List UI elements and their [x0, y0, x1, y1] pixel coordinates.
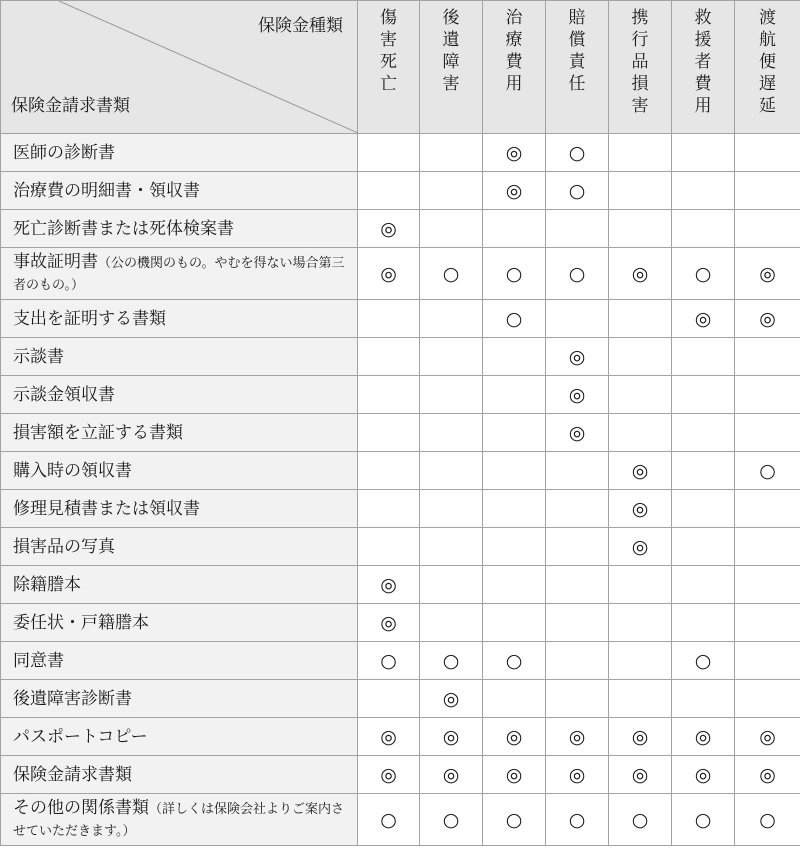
empty-cell [546, 490, 609, 528]
column-header-char: 損 [631, 74, 649, 94]
required-mark: ◎ [546, 756, 609, 794]
empty-cell [735, 642, 800, 680]
empty-cell [672, 134, 735, 172]
required-mark: ◎ [546, 718, 609, 756]
conditional-mark: ○ [672, 642, 735, 680]
document-label-cell [1, 642, 358, 680]
column-header-char: 費 [505, 52, 523, 72]
empty-cell [672, 210, 735, 248]
column-header-char: 者 [694, 52, 712, 72]
column-header-char: 後 [442, 8, 460, 28]
empty-cell [609, 566, 672, 604]
column-header-char: 便 [759, 52, 776, 72]
required-mark: ◎ [609, 452, 672, 490]
empty-cell [546, 604, 609, 642]
required-mark: ◎ [672, 756, 735, 794]
empty-cell [609, 680, 672, 718]
empty-cell [735, 210, 800, 248]
required-mark: ◎ [546, 376, 609, 414]
empty-cell [735, 528, 800, 566]
document-label-cell [1, 680, 358, 718]
empty-cell [483, 680, 546, 718]
column-header-death [358, 1, 420, 134]
empty-cell [735, 172, 800, 210]
empty-cell [735, 414, 800, 452]
required-mark: ◎ [483, 134, 546, 172]
empty-cell [609, 414, 672, 452]
empty-cell [420, 604, 483, 642]
document-label-cell [1, 300, 358, 338]
column-header-char: 治 [505, 8, 523, 28]
document-name: 治療費の明細書・領収書 [13, 180, 200, 201]
empty-cell [672, 528, 735, 566]
document-label-cell [1, 210, 358, 248]
column-header-char: 行 [631, 30, 649, 50]
column-header-char: 害 [442, 74, 460, 94]
corner-cell [1, 1, 358, 134]
required-mark: ◎ [358, 756, 420, 794]
empty-cell [483, 490, 546, 528]
empty-cell [609, 172, 672, 210]
empty-cell [735, 134, 800, 172]
document-name: 事故証明書 [13, 251, 98, 272]
document-label-cell [1, 604, 358, 642]
empty-cell [358, 300, 420, 338]
document-name: 示談書 [13, 346, 64, 367]
conditional-mark: ○ [546, 248, 609, 300]
empty-cell [672, 680, 735, 718]
required-mark: ◎ [358, 718, 420, 756]
empty-cell [672, 604, 735, 642]
empty-cell [420, 134, 483, 172]
table-row [1, 642, 800, 680]
table-row [1, 566, 800, 604]
document-label-cell [1, 794, 358, 846]
empty-cell [483, 338, 546, 376]
empty-cell [358, 414, 420, 452]
empty-cell [609, 642, 672, 680]
required-mark: ◎ [358, 604, 420, 642]
required-mark: ◎ [609, 528, 672, 566]
empty-cell [672, 338, 735, 376]
document-name: 購入時の領収書 [13, 460, 132, 481]
document-note: （公の機関のもの。やむを得ない場合第三者のもの。） [13, 255, 345, 293]
column-header-char: 渡 [759, 8, 776, 28]
column-header-char: 携 [631, 8, 649, 28]
table-row [1, 172, 800, 210]
document-name: 損害品の写真 [13, 536, 115, 557]
column-header-belongings [609, 1, 672, 134]
conditional-mark: ○ [672, 794, 735, 846]
column-header-char: 任 [568, 74, 586, 94]
empty-cell [546, 566, 609, 604]
document-name: 委任状・戸籍謄本 [13, 612, 149, 633]
table-row [1, 338, 800, 376]
empty-cell [358, 172, 420, 210]
empty-cell [546, 528, 609, 566]
required-mark: ◎ [546, 414, 609, 452]
conditional-mark: ○ [609, 794, 672, 846]
empty-cell [420, 452, 483, 490]
required-mark: ◎ [735, 300, 800, 338]
empty-cell [483, 528, 546, 566]
column-header-char: 援 [694, 30, 712, 50]
empty-cell [735, 566, 800, 604]
empty-cell [546, 680, 609, 718]
document-label-cell [1, 338, 358, 376]
empty-cell [609, 604, 672, 642]
empty-cell [483, 452, 546, 490]
conditional-mark: ○ [546, 172, 609, 210]
empty-cell [609, 376, 672, 414]
required-mark: ◎ [609, 490, 672, 528]
required-mark: ◎ [420, 718, 483, 756]
table-row [1, 490, 800, 528]
empty-cell [358, 452, 420, 490]
document-label-cell [1, 756, 358, 794]
empty-cell [672, 414, 735, 452]
empty-cell [609, 134, 672, 172]
empty-cell [420, 414, 483, 452]
column-header-char: 遅 [759, 74, 776, 94]
document-label-cell [1, 172, 358, 210]
column-header-char: 傷 [380, 8, 397, 28]
column-header-delay [735, 1, 800, 134]
empty-cell [672, 566, 735, 604]
empty-cell [483, 566, 546, 604]
column-header-char: 害 [631, 96, 649, 116]
table-row [1, 134, 800, 172]
empty-cell [609, 210, 672, 248]
empty-cell [420, 172, 483, 210]
table-row [1, 452, 800, 490]
empty-cell [420, 490, 483, 528]
document-name: 医師の診断書 [13, 142, 115, 163]
required-mark: ◎ [672, 300, 735, 338]
document-label-cell [1, 718, 358, 756]
claim-documents-heading: 保険金請求書類 [11, 96, 130, 116]
document-label-cell [1, 376, 358, 414]
table-row [1, 376, 800, 414]
empty-cell [483, 210, 546, 248]
conditional-mark: ○ [483, 300, 546, 338]
column-header-char: 害 [380, 30, 397, 50]
document-name: パスポートコピー [13, 726, 148, 747]
required-mark: ◎ [609, 248, 672, 300]
empty-cell [358, 376, 420, 414]
column-header-char: 費 [694, 74, 712, 94]
column-header-char: 償 [568, 30, 586, 50]
required-mark: ◎ [483, 756, 546, 794]
header-row [1, 1, 800, 134]
document-name: 支出を証明する書類 [13, 308, 166, 329]
empty-cell [358, 134, 420, 172]
required-mark: ◎ [609, 756, 672, 794]
conditional-mark: ○ [735, 794, 800, 846]
document-name: 示談金領収書 [13, 384, 115, 405]
empty-cell [420, 528, 483, 566]
table-row [1, 300, 800, 338]
empty-cell [420, 210, 483, 248]
empty-cell [483, 604, 546, 642]
column-header-char: 責 [568, 52, 586, 72]
column-header-liability [546, 1, 609, 134]
column-header-char: 遺 [442, 30, 460, 50]
required-mark: ◎ [483, 718, 546, 756]
required-mark: ◎ [672, 718, 735, 756]
empty-cell [358, 680, 420, 718]
document-name: その他の関係書類 [13, 797, 149, 818]
column-header-char: 航 [759, 30, 776, 50]
conditional-mark: ○ [735, 452, 800, 490]
empty-cell [420, 338, 483, 376]
required-mark: ◎ [358, 248, 420, 300]
empty-cell [672, 172, 735, 210]
empty-cell [358, 338, 420, 376]
column-header-char: 療 [505, 30, 523, 50]
required-mark: ◎ [609, 718, 672, 756]
empty-cell [735, 338, 800, 376]
column-header-char: 亡 [380, 74, 397, 94]
empty-cell [483, 376, 546, 414]
column-header-char: 用 [694, 96, 712, 116]
table-row [1, 414, 800, 452]
empty-cell [735, 376, 800, 414]
table-body [1, 134, 800, 846]
document-name: 修理見積書または領収書 [13, 498, 200, 519]
conditional-mark: ○ [483, 794, 546, 846]
empty-cell [420, 376, 483, 414]
table-row [1, 718, 800, 756]
required-mark: ◎ [483, 172, 546, 210]
column-header-rescue [672, 1, 735, 134]
required-mark: ◎ [735, 248, 800, 300]
required-mark: ◎ [358, 566, 420, 604]
required-mark: ◎ [546, 338, 609, 376]
document-label-cell [1, 528, 358, 566]
conditional-mark: ○ [483, 248, 546, 300]
required-mark: ◎ [735, 756, 800, 794]
empty-cell [609, 300, 672, 338]
required-mark: ◎ [358, 210, 420, 248]
empty-cell [546, 642, 609, 680]
empty-cell [546, 210, 609, 248]
empty-cell [420, 566, 483, 604]
conditional-mark: ○ [546, 134, 609, 172]
conditional-mark: ○ [420, 794, 483, 846]
empty-cell [483, 414, 546, 452]
insurance-type-heading: 保険金種類 [258, 16, 343, 36]
conditional-mark: ○ [672, 248, 735, 300]
conditional-mark: ○ [546, 794, 609, 846]
empty-cell [735, 604, 800, 642]
conditional-mark: ○ [358, 794, 420, 846]
conditional-mark: ○ [420, 248, 483, 300]
document-name: 損害額を立証する書類 [13, 422, 183, 443]
required-mark: ◎ [420, 680, 483, 718]
table-row [1, 680, 800, 718]
table-row [1, 210, 800, 248]
column-header-char: 品 [631, 52, 649, 72]
document-name: 同意書 [13, 650, 64, 671]
empty-cell [672, 376, 735, 414]
empty-cell [672, 490, 735, 528]
conditional-mark: ○ [358, 642, 420, 680]
document-label-cell [1, 566, 358, 604]
empty-cell [546, 452, 609, 490]
column-header-char: 救 [694, 8, 712, 28]
empty-cell [420, 300, 483, 338]
document-label-cell [1, 414, 358, 452]
column-header-char: 死 [380, 52, 397, 72]
column-header-char: 用 [505, 74, 523, 94]
document-name: 除籍謄本 [13, 574, 81, 595]
document-label-cell [1, 248, 358, 300]
document-label-cell [1, 134, 358, 172]
column-header-char: 賠 [568, 8, 586, 28]
column-header-medical [483, 1, 546, 134]
required-mark: ◎ [420, 756, 483, 794]
document-name: 死亡診断書または死体検案書 [13, 218, 234, 239]
empty-cell [735, 680, 800, 718]
empty-cell [672, 452, 735, 490]
document-label-cell [1, 452, 358, 490]
empty-cell [546, 300, 609, 338]
conditional-mark: ○ [420, 642, 483, 680]
document-note: （詳しくは保険会社よりご案内させていただきます。） [13, 801, 345, 839]
column-header-char: 延 [759, 96, 776, 116]
column-header-char: 障 [442, 52, 460, 72]
column-header-disability [420, 1, 483, 134]
document-name: 後遺障害診断書 [13, 688, 132, 709]
table-row [1, 248, 800, 300]
document-name: 保険金請求書類 [13, 764, 132, 785]
document-label-cell [1, 490, 358, 528]
table-row [1, 794, 800, 846]
conditional-mark: ○ [483, 642, 546, 680]
empty-cell [609, 338, 672, 376]
empty-cell [735, 490, 800, 528]
required-mark: ◎ [735, 718, 800, 756]
empty-cell [358, 528, 420, 566]
table-row [1, 756, 800, 794]
table-row [1, 604, 800, 642]
empty-cell [358, 490, 420, 528]
table-row [1, 528, 800, 566]
